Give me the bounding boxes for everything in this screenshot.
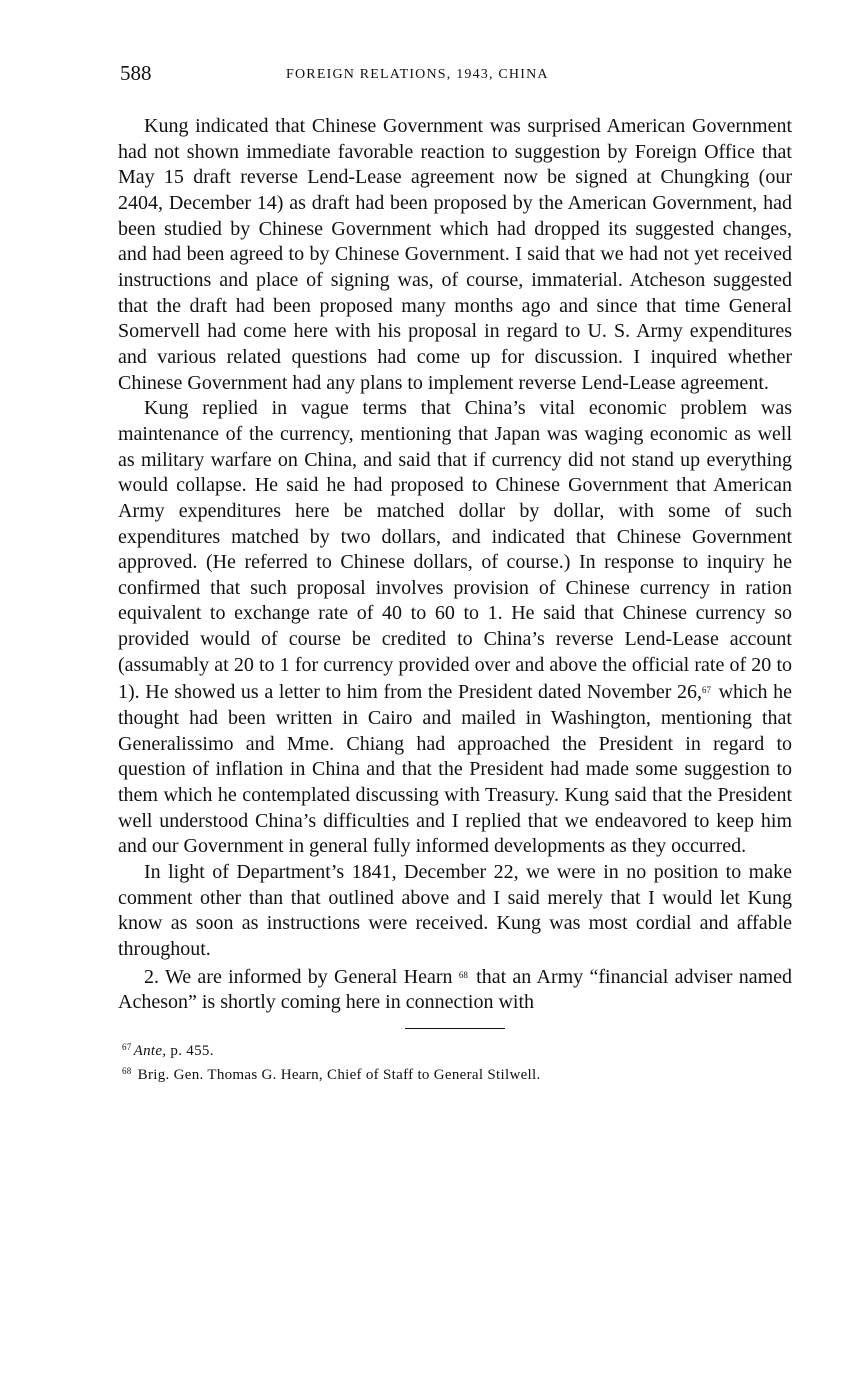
footnote-number: 68 <box>122 1065 132 1076</box>
footnote-number: 67 <box>122 1041 132 1052</box>
paragraph-4 <box>118 963 792 1016</box>
page-header <box>118 60 792 98</box>
footnote-text: p. 455. <box>166 1042 214 1059</box>
footnote-ref-67[interactable]: 67 <box>702 685 711 696</box>
footnote-68 <box>118 1061 792 1085</box>
footnote-divider <box>405 1028 505 1029</box>
paragraph-2 <box>118 396 792 860</box>
paragraph-4-text-b: that an Army “financial adviser named Acheson” is shortly coming here in connection with <box>118 965 793 1014</box>
footnote-ref-68[interactable]: 68 <box>458 969 468 980</box>
paragraph-2-text-a: Kung replied in vague terms that China’s vital economic problem was maintenance of the currency, mentioning that Japan was waging economic as well as military warfare on China, and said that if currency did not stand up everything would collapse. He said he had proposed to Chinese Government that American Army expenditures here be matched dollar by dollar, with some of such expenditures matched by two dollars, and indicated that Chinese Government approved. (He referred to Chinese dollars, of course.) In response to inquiry he confirmed that such proposal involves provision of Chinese currency in ration equivalent to exchange rate of 40 to 60 to 1. He said that Chinese currency so provided would of course be credited to China’s reverse Lend-Lease account (assumably at 20 to 1 for currency provided over and above the official rate of 20 to 1). He showed us a letter to him from the President dated November 26, <box>118 397 792 704</box>
paragraph-4-text-a: 2. We are informed by General Hearn <box>144 965 453 988</box>
document-page <box>118 60 792 1085</box>
paragraph-1: Kung indicated that Chinese Government was surprised American Government had not shown immediate favorable reaction to suggestion by Foreign Office that May 15 draft reverse Lend-Lease agreement now be signed at Chungking (our 2404, December 14) as draft had been proposed by the American Government, had been studied by Chinese Government which had dropped its suggested changes, and had been agreed to by Chinese Government. I said that we had not yet received instructions and place of signing was, of course, immaterial. Atcheson suggested that the draft had been proposed many months ago and since that time General Somervell had come here with his proposal in regard to U. S. Army expenditures and various related questions had come up for discussion. I inquired whether Chinese Government had any plans to implement reverse Lend-Lease agreement. <box>118 115 792 394</box>
body-text <box>118 114 792 1016</box>
paragraph-2-text-b: which he thought had been written in Cairo and mailed in Washington, mentioning that Generalissimo and Mme. Chiang had approached the President in regard to question of inflation in China and that the President had made some suggestion to them which he contemplated discussing with Treasury. Kung said that the President well understood China’s difficulties and I replied that we endeavored to keep him and our Government in general fully informed developments as they occurred. <box>118 681 792 858</box>
paragraph-3: In light of Department’s 1841, December 22, we were in no position to make comment other than that outlined above and I said merely that I would let Kung know as soon as instructions were received. Kung was most cordial and affable throughout. <box>118 861 792 960</box>
running-head: FOREIGN RELATIONS, 1943, CHINA <box>286 67 549 82</box>
footnotes <box>118 1037 792 1085</box>
footnote-text: Brig. Gen. Thomas G. Hearn, Chief of Staff to General Stilwell. <box>137 1066 541 1083</box>
footnote-67 <box>118 1037 792 1061</box>
footnote-italic-text: Ante, <box>133 1042 167 1059</box>
page-number: 588 <box>120 61 152 85</box>
